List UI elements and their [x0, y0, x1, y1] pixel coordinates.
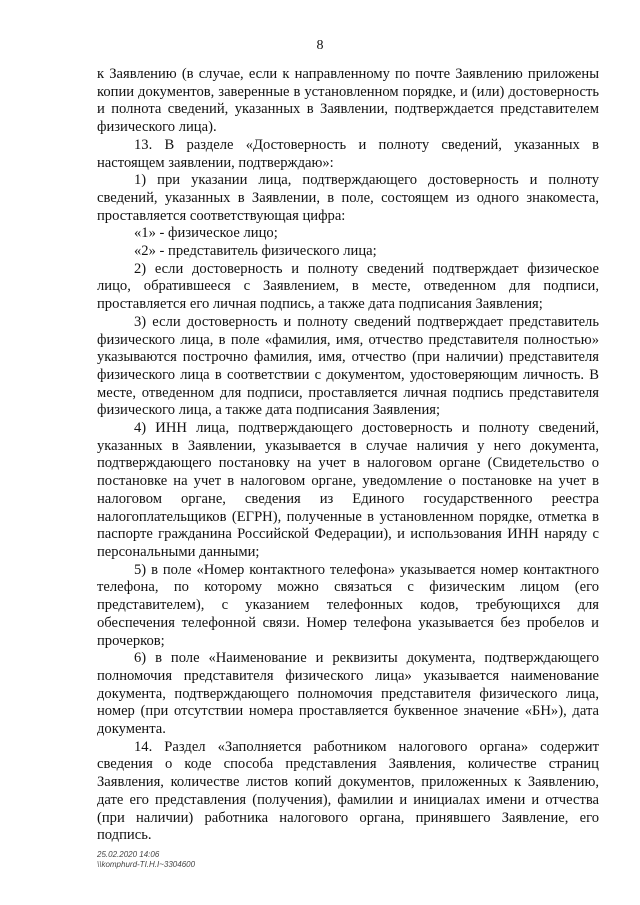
footer-file-path: \\komphurd-TI.H.I~3304600 — [97, 860, 196, 869]
paragraph-13-item-1: 1) при указании лица, подтверждающего достоверность и полноту сведений, указанных в Заявлении, в поле, состоящем из одного знакоместа, проставляется соответствующая цифра: — [97, 172, 599, 224]
page-number: 8 — [316, 38, 324, 53]
paragraph-13: 13. В разделе «Достоверность и полноту сведений, указанных в настоящем заявлении, подтверждаю»: — [97, 136, 599, 171]
paragraph-13-code-1: «1» - физическое лицо; — [134, 225, 278, 242]
document-body — [97, 66, 599, 845]
paragraph-13-item-4: 4) ИНН лица, подтверждающего достоверность и полноту сведений, указанных в Заявлении, указывается в случае наличия у него документа, подтверждающего постановку на учет в налоговом органе (Свидетельство о постановке на учет в налоговом органе, уведомление о постановке на учет в налоговом органе, сведения из Единого государственного реестра налогоплательщиков (ЕГРН), полученные в установленном порядке, отметка в паспорте гражданина Российской Федерации), и использования ИНН наряду с персональными данными; — [97, 420, 599, 560]
paragraph-13-item-3: 3) если достоверность и полноту сведений подтверждает представитель физического лица, в поле «фамилия, имя, отчество представителя полностью» указываются построчно фамилия, имя, отчество (при наличии) представителя физического лица в соответствии с документом, удостоверяющим личность. В месте, отведенном для подписи, проставляется личная подпись представителя физического лица, а также дата подписания Заявления; — [97, 313, 599, 419]
paragraph-continuation: к Заявлению (в случае, если к направленному по почте Заявлению приложены копии документов, заверенные в установленном порядке, и (или) достоверность и полнота сведений, указанных в Заявлении, подтверждается представителем физического лица). — [97, 66, 599, 136]
paragraph-14: 14. Раздел «Заполняется работником налогового органа» содержит сведения о коде способа представления Заявления, количестве страниц Заявления, количестве листов копий документов, приложенных к Заявлению, дате его представления (получения), фамилии и инициалах имени и отчества (при наличии) работника налогового органа, принявшего Заявление, его подпись. — [97, 738, 599, 844]
paragraph-13-item-5: 5) в поле «Номер контактного телефона» указывается номер контактного телефона, по которому можно связаться с физическим лицом (его представителем), с указанием телефонных кодов, требующихся для обеспечения телефонной связи. Номер телефона указывается без пробелов и прочерков; — [97, 561, 599, 649]
footer-timestamp: 25.02.2020 14:06 — [97, 850, 160, 859]
paragraph-13-item-6: 6) в поле «Наименование и реквизиты документа, подтверждающего полномочия представителя физического лица» указывается наименование документа, подтверждающего полномочия представителя физического лица, номер (при отсутствии номера проставляется буквенное значение «БН»), дата документа. — [97, 650, 599, 738]
paragraph-13-code-2: «2» - представитель физического лица; — [134, 243, 377, 260]
paragraph-13-item-2: 2) если достоверность и полноту сведений подтверждает физическое лицо, обратившееся с Заявлением, в месте, отведенном для подписи, проставляется его личная подпись, а также дата подписания Заявления; — [97, 260, 599, 313]
document-footer — [97, 850, 195, 870]
